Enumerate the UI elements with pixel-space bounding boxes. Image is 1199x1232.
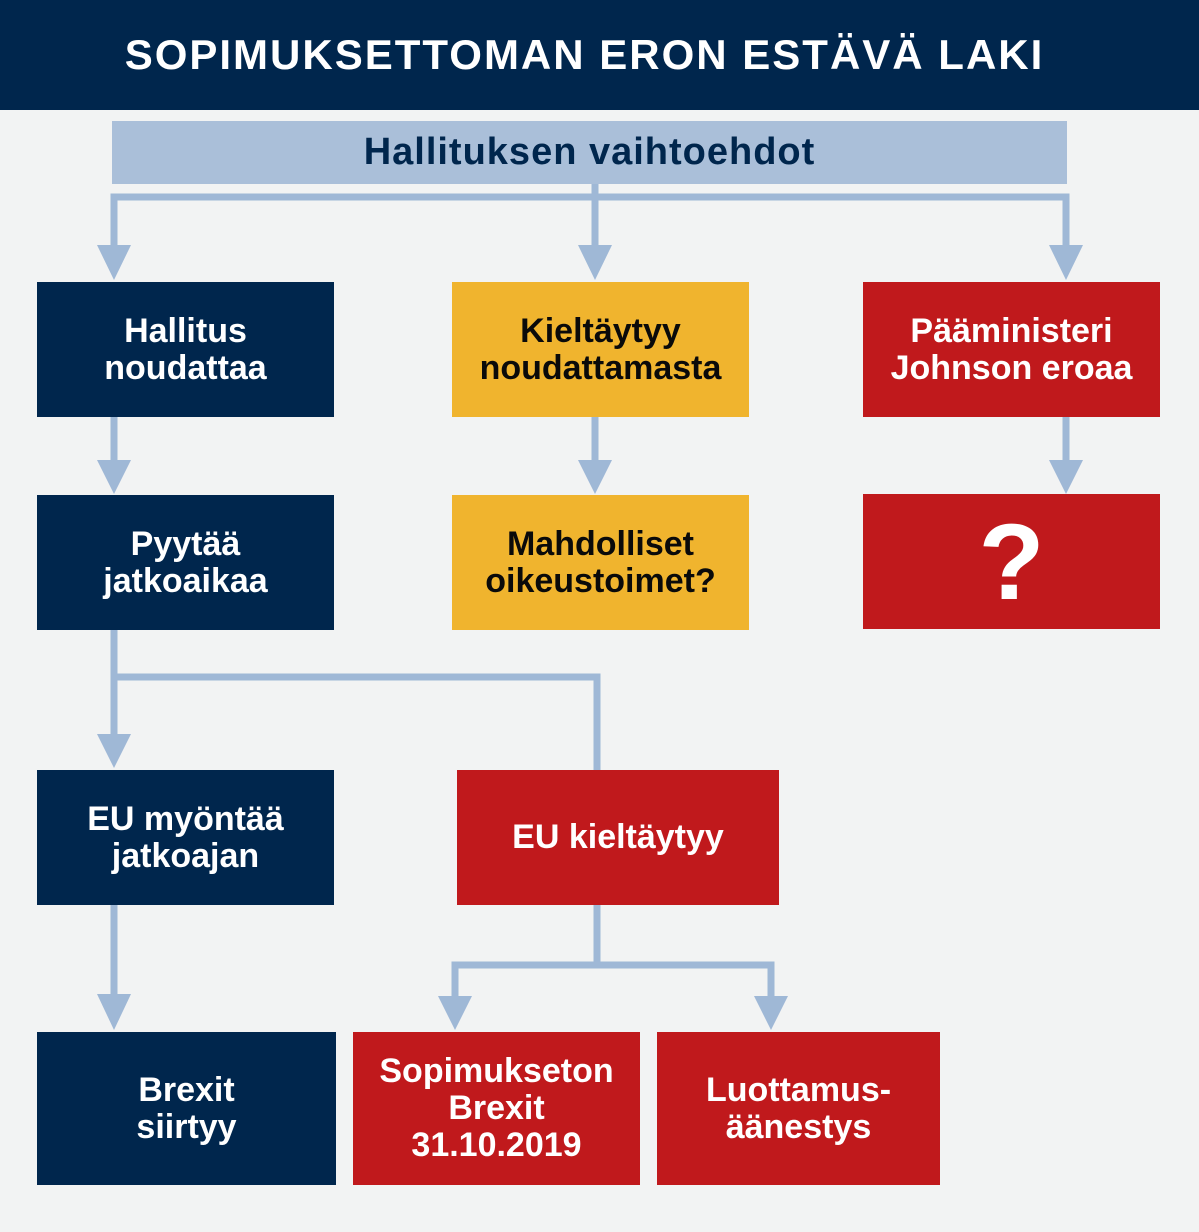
connector-options-left bbox=[114, 197, 1066, 246]
node-requests-extension: Pyytää jatkoaikaa bbox=[37, 495, 334, 630]
node-unknown-outcome: ? bbox=[863, 494, 1160, 629]
arrow-confidence-vote bbox=[754, 996, 788, 1030]
arrow-no-deal bbox=[438, 996, 472, 1030]
arrow-legal bbox=[578, 460, 612, 494]
node-refuses-to-comply: Kieltäytyy noudattamasta bbox=[452, 282, 749, 417]
arrow-unknown bbox=[1049, 460, 1083, 494]
node-eu-refuses: EU kieltäytyy bbox=[457, 770, 779, 905]
diagram-title: SOPIMUKSETTOMAN ERON ESTÄVÄ LAKI bbox=[124, 31, 1045, 78]
arrow-eu-grants bbox=[97, 734, 131, 768]
connector-eu-refuses-branches bbox=[455, 965, 771, 998]
node-pm-resigns: Pääministeri Johnson eroaa bbox=[863, 282, 1160, 417]
node-eu-grants-extension: EU myöntää jatkoajan bbox=[37, 770, 334, 905]
government-options-label: Hallituksen vaihtoehdot bbox=[363, 131, 816, 173]
node-confidence-vote: Luottamus- äänestys bbox=[657, 1032, 940, 1185]
arrow-refuse bbox=[578, 245, 612, 280]
arrow-resign bbox=[1049, 245, 1083, 280]
node-government-complies: Hallitus noudattaa bbox=[37, 282, 334, 417]
node-brexit-delayed: Brexit siirtyy bbox=[37, 1032, 336, 1185]
node-no-deal-brexit: Sopimukseton Brexit 31.10.2019 bbox=[353, 1032, 640, 1185]
node-possible-legal-action: Mahdolliset oikeustoimet? bbox=[452, 495, 749, 630]
arrow-request bbox=[97, 460, 131, 494]
connector-request-eu-refuses bbox=[114, 677, 597, 770]
arrow-brexit-delayed bbox=[97, 994, 131, 1030]
arrow-comply bbox=[97, 245, 131, 280]
